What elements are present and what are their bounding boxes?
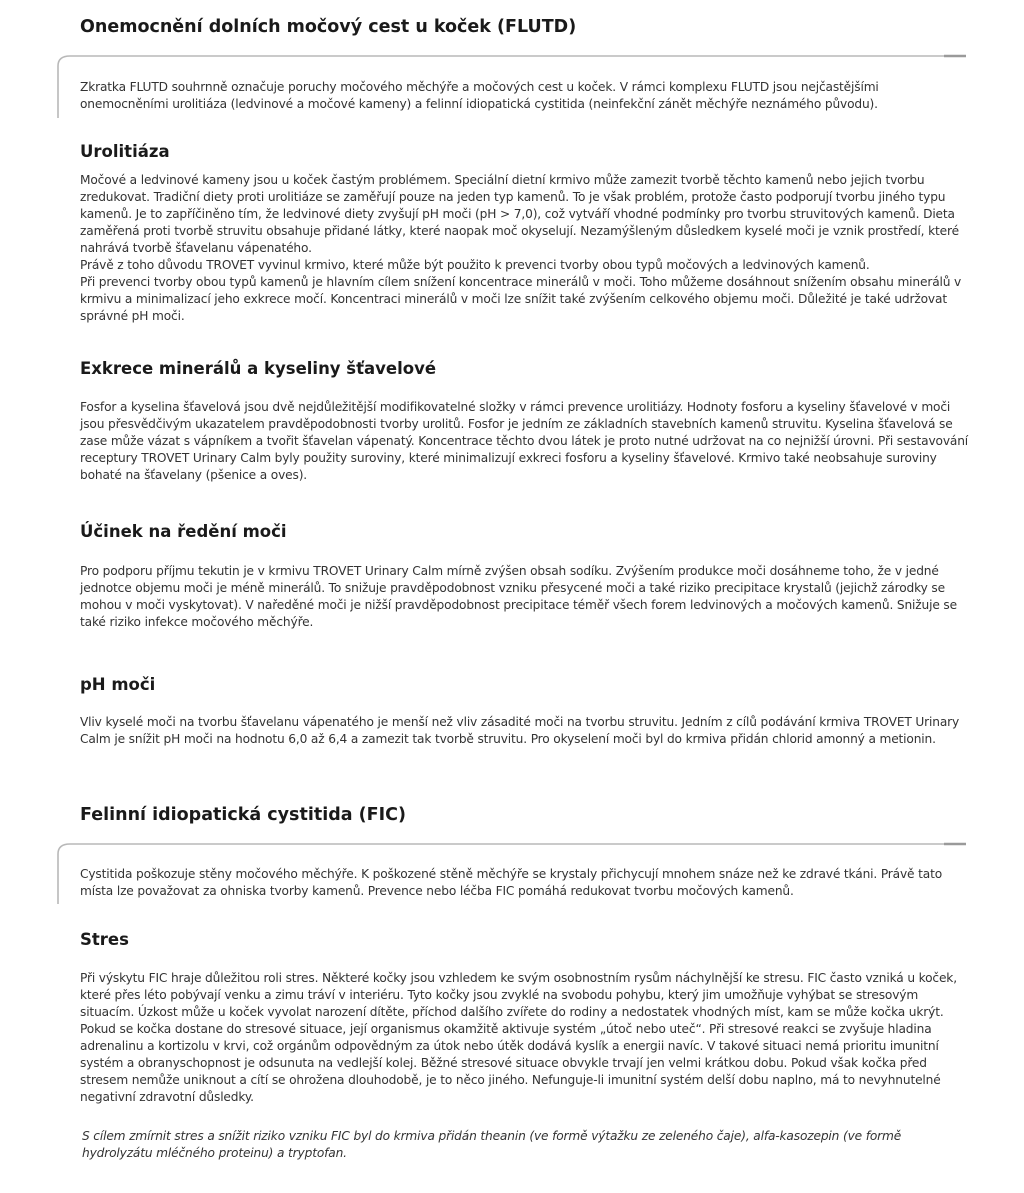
urolitiaza-text: Močové a ledvinové kameny jsou u koček častým problémem. Speciální dietní krmivo může zamezit tvorbě těchto kamenů nebo jejich tvorbu zredukovat. Tradiční diety proti urolitiáze se zaměřují pouze na jeden typ kamenů. To je však problém, protože často podporují tvorbu jiného typu kamenů. Je to zapříčiněno tím, že ledvinové diety zvyšují pH moči (pH > 7,0), což vytváří vhodné podmínky pro tvorbu struvitových kamenů. Dieta zaměřená proti tvorbě struvitu obsahuje přidané látky, které naopak moč okyselují. Nezamýšleným důsledkem kyselé moči je vznik prostředí, které nahrává tvorbě šťavelanu vápenatého. [80,173,959,255]
flutd-text: Zkratka FLUTD souhrnně označuje poruchy močového měchýře a močových cest u koček. V rámci komplexu FLUTD jsou nejčastějšími onemocněními urolitiáza (ledvinové a močové kameny) a felinní idiopatická cystitida (neinfekční zánět měchýře neznámého původu). [80,80,879,111]
urolitiaza-heading: Urolitiáza [80,142,170,161]
stres-heading: Stres [80,930,129,949]
exkrece-heading: Exkrece minerálů a kyseliny šťavelové [80,359,437,378]
exkrece-text: Fosfor a kyselina šťavelová jsou dvě nejdůležitější modifikovatelné složky v rámci prevence urolitiázy. Hodnoty fosforu a kyseliny šťavelové v moči jsou přesvědčivým ukazatelem pravděpodobnosti tvorby urolitů. Fosfor je jedním ze základních stavebních kamenů struvitu. Kyselina šťavelová se zase může vázat s vápníkem a tvořit šťavelan vápenatý. Koncentrace těchto dvou látek je proto nutné udržovat na co nejnižší úrovni. Při sestavování receptury TROVET Urinary Calm byly použity suroviny, které minimalizují exkreci fosforu a kyseliny šťavelové. Krmivo také neobsahuje suroviny bohaté na šťavelany (pšenice a oves). [80,400,969,482]
flutd-heading: Onemocnění dolních močový cest u koček (FLUTD) [80,17,577,37]
redeni-heading: Účinek na ředění moči [80,522,287,541]
ph-text: Vliv kyselé moči na tvorbu šťavelanu vápenatého je menší než vliv zásadité moči na tvorbu struvitu. Jedním z cílů podávání krmiva TROVET Urinary Calm je snížit pH moči na hodnotu 6,0 až 6,4 a zamezit tak tvorbě struvitu. Pro okyselení moči byl do krmiva přidán chlorid amonný a metionin. [80,715,960,746]
urolitiaza-text-2: Právě z toho důvodu TROVET vyvinul krmivo, které může být použito k prevenci tvorby obou typů močových a ledvinových kamenů. [80,258,870,272]
fic-heading: Felinní idiopatická cystitida (FIC) [80,805,406,825]
urolitiaza-text-3: Při prevenci tvorby obou typů kamenů je hlavním cílem snížení koncentrace minerálů v moči. Toho můžeme dosáhnout snížením obsahu minerálů v krmivu a minimalizací jeho exkrece močí. Koncentraci minerálů v moči lze snížit také zvýšením celkového objemu moči. Důležité je také udržovat správné pH moči. [80,275,962,323]
ph-heading: pH moči [80,675,156,694]
stres-text: Při výskytu FIC hraje důležitou roli stres. Některé kočky jsou vzhledem ke svým osobnostním rysům náchylnější ke stresu. FIC často vzniká u koček, které přes léto pobývají venku a zimu tráví v interiéru. Tyto kočky jsou zvyklé na svobodu pohybu, který jim umožňuje vyhýbat se stresovým situacím. Úzkost může u koček vyvolat narození dítěte, příchod dalšího zvířete do rodiny a nedostatek vhodných míst, kam se může kočka ukrýt. Pokud se kočka dostane do stresové situace, její organismus okamžitě aktivuje systém „útoč nebo uteč“. Při stresové reakci se zvyšuje hladina adrenalinu a kortizolu v krvi, což orgánům odpovědným za útok nebo útěk dodává kyslík a energii navíc. V takové situaci nemá prioritu imunitní systém a obranyschopnost je odsunuta na vedlejší kolej. Běžné stresové situace obvykle trvají jen velmi krátkou dobu. Pokud však kočka před stresem nemůže uniknout a cítí se ohrožena dlouhodobě, je to něco jiného. Nefunguje-li imunitní systém delší dobu naplno, má to nevyhnutelné negativní zdravotní důsledky. [80,971,957,1104]
redeni-text: Pro podporu příjmu tekutin je v krmivu TROVET Urinary Calm mírně zvýšen obsah sodíku. Zvýšením produkce moči dosáhneme toho, že v jedné jednotce objemu moči je méně minerálů. To snižuje pravděpodobnost vzniku přesycené moči a také riziko precipitace krystalů (jejichž zárodky se mohou v moči vyskytovat). V naředěné moči je nižší pravděpodobnost precipitace téměř všech forem ledvinových a močových kamenů. Snižuje se také riziko infekce močového měchýře. [80,564,957,629]
fic-text: Cystitida poškozuje stěny močového měchýře. K poškozené stěně měchýře se krystaly přichycují mnohem snáze než ke zdravé tkáni. Právě tato místa lze považovat za ohniska tvorby kamenů. Prevence nebo léčba FIC pomáhá redukovat tvorbu močových kamenů. [80,867,943,898]
stres-note: S cílem zmírnit stres a snížit riziko vzniku FIC byl do krmiva přidán theanin (ve formě výtažku ze zeleného čaje), alfa-kasozepin (ve formě hydrolyzátu mléčného proteinu) a tryptofan. [82,1129,902,1160]
